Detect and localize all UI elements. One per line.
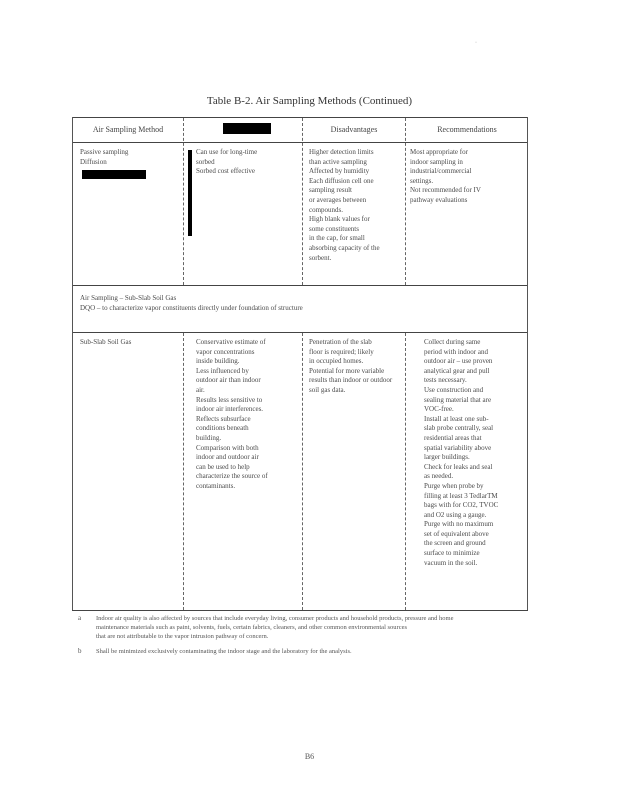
- redaction-bar-header: [223, 123, 271, 134]
- subslab-recommendation-line: residential areas that: [424, 433, 482, 442]
- passive-advantage-line: Can use for long-time: [196, 148, 258, 156]
- footnote-line: Shall be minimized exclusively contaminating the indoor stage and the laboratory for the analysis.: [96, 648, 352, 655]
- passive-disadvantage-line: Affected by humidity: [309, 167, 370, 176]
- subslab-advantage-line: vapor concentrations: [196, 347, 255, 356]
- subslab-method-line: Sub-Slab Soil Gas: [80, 338, 132, 346]
- redaction-bar-advantages: [188, 150, 192, 236]
- subslab-advantage-line: Results less sensitive to: [196, 395, 263, 404]
- subslab-recommendation-line: set of equivalent above: [424, 529, 489, 538]
- section-description: DQO – to characterize vapor constituents directly under foundation of structure: [80, 303, 303, 312]
- subslab-recommendation-line: the screen and ground: [424, 539, 486, 548]
- subslab-recommendation-line: as needed.: [424, 472, 454, 481]
- subslab-recommendation-line: Purge when probe by: [424, 481, 484, 490]
- passive-disadvantage-line: in the cap, for small: [309, 234, 365, 243]
- passive-disadvantage-line: Each diffusion cell one: [309, 176, 374, 185]
- passive-disadvantage-line: sampling result: [309, 186, 352, 195]
- subslab-disadvantage-line: soil gas data.: [309, 385, 346, 394]
- passive-recommendation-line: Most appropriate for: [410, 148, 468, 156]
- subslab-advantage-line: Less influenced by: [196, 366, 249, 375]
- subslab-recommendation-line: Install at least one sub-: [424, 414, 489, 423]
- passive-disadvantage-line: compounds.: [309, 205, 344, 214]
- section-title: Air Sampling – Sub-Slab Soil Gas: [80, 294, 177, 302]
- subslab-recommendation-line: outdoor air – use proven: [424, 357, 493, 366]
- subslab-recommendation-line: period with indoor and: [424, 347, 488, 356]
- table-bottom-rule: [72, 610, 528, 611]
- passive-method-line: Diffusion: [80, 157, 107, 166]
- subslab-advantage-line: contaminants.: [196, 481, 236, 490]
- subslab-advantage-line: can be used to help: [196, 462, 250, 471]
- passive-advantages-cell: [196, 148, 257, 177]
- subslab-recommendation-line: slab probe centrally, seal: [424, 424, 494, 433]
- passive-method-cell: [80, 148, 128, 167]
- subslab-recommendation-line: and O2 using a gauge.: [424, 510, 487, 519]
- passive-disadvantage-line: sorbent.: [309, 253, 332, 262]
- table-right-border: [527, 117, 528, 610]
- section-bottom-rule: [72, 332, 528, 333]
- passive-recommendation-line: Not recommended for IV: [410, 186, 481, 195]
- footnote-b: [96, 647, 352, 656]
- subslab-disadvantage-line: Penetration of the slab: [309, 338, 372, 346]
- row-passive-bottom-rule: [72, 285, 528, 286]
- subslab-recommendation-line: VOC-free.: [424, 405, 454, 414]
- passive-disadvantage-line: than active sampling: [309, 157, 367, 166]
- header-method: Air Sampling Method: [92, 125, 164, 134]
- subslab-advantage-line: indoor air interferences.: [196, 405, 264, 414]
- subslab-recommendation-line: filling at least 3 TedlarTM: [424, 491, 498, 500]
- subslab-recommendation-line: Purge with no maximum: [424, 520, 494, 529]
- subslab-advantage-line: Reflects subsurface: [196, 414, 251, 423]
- passive-disadvantage-line: Higher detection limits: [309, 148, 374, 156]
- subslab-advantages-cell: [196, 338, 268, 492]
- col-separator-1-bottom: [183, 333, 184, 610]
- subslab-disadvantage-line: results than indoor or outdoor: [309, 376, 393, 385]
- subslab-recommendation-line: Check for leaks and seal: [424, 462, 493, 471]
- page-number: B6: [304, 752, 315, 761]
- col-separator-2-bottom: [302, 333, 303, 610]
- redaction-bar-method: [82, 170, 146, 179]
- footnote-line: Indoor air quality is also affected by sources that include everyday living, consumer products and household products, pressure and home: [96, 615, 454, 622]
- passive-disadvantage-line: some constituents: [309, 224, 359, 233]
- header-disadvantages: Disadvantages: [330, 125, 378, 134]
- header-recommendations: Recommendations: [437, 125, 497, 134]
- subslab-advantage-line: inside building.: [196, 357, 240, 366]
- footnote-line: maintenance materials such as paint, solvents, fuels, certain fabrics, cleaners, and other common environmental sources: [96, 624, 407, 631]
- footnote-a: [96, 614, 453, 641]
- subslab-method-cell: [80, 338, 131, 348]
- subslab-recommendation-line: tests necessary.: [424, 376, 467, 385]
- subslab-disadvantage-line: floor is required; likely: [309, 347, 374, 356]
- passive-recommendation-line: indoor sampling in: [410, 157, 463, 166]
- scan-artifact: ·: [475, 40, 477, 46]
- subslab-advantage-line: Comparison with both: [196, 443, 259, 452]
- subslab-recommendation-line: larger buildings.: [424, 453, 470, 462]
- passive-recommendations-cell: [410, 148, 481, 206]
- passive-disadvantages-cell: [309, 148, 380, 263]
- col-separator-1-top: [183, 118, 184, 285]
- footnote-mark: b: [78, 647, 82, 655]
- subslab-disadvantages-cell: [309, 338, 392, 396]
- subslab-recommendation-line: Collect during same: [424, 338, 481, 346]
- subslab-disadvantage-line: Potential for more variable: [309, 366, 385, 375]
- subslab-disadvantage-line: in occupied homes.: [309, 357, 364, 366]
- passive-recommendation-line: settings.: [410, 176, 434, 185]
- subslab-recommendation-line: sealing material that are: [424, 395, 492, 404]
- passive-disadvantage-line: or averages between: [309, 195, 367, 204]
- col-separator-3-bottom: [405, 333, 406, 610]
- passive-method-line: Passive sampling: [80, 148, 129, 156]
- section-heading-cell: [80, 294, 303, 313]
- footnote-mark: a: [78, 614, 82, 622]
- table-title: Table B-2. Air Sampling Methods (Continued): [206, 95, 413, 107]
- subslab-advantage-line: indoor and outdoor air: [196, 453, 259, 462]
- subslab-recommendation-line: vacuum in the soil.: [424, 558, 478, 567]
- subslab-advantage-line: characterize the source of: [196, 472, 268, 481]
- subslab-advantage-line: conditions beneath: [196, 424, 249, 433]
- header-bottom-rule: [72, 142, 528, 143]
- col-separator-3-top: [405, 118, 406, 285]
- passive-disadvantage-line: absorbing capacity of the: [309, 243, 380, 252]
- table-top-rule: [72, 117, 528, 118]
- passive-advantage-line: sorbed: [196, 157, 215, 166]
- passive-advantage-line: Sorbed cost effective: [196, 167, 255, 176]
- subslab-recommendation-line: bags with for CO2, TVOC: [424, 501, 499, 510]
- col-separator-2-top: [302, 118, 303, 285]
- subslab-advantage-line: air.: [196, 385, 205, 394]
- subslab-advantage-line: building.: [196, 433, 222, 442]
- footnote-line: that are not attributable to the vapor intrusion pathway of concern.: [96, 633, 269, 640]
- subslab-recommendation-line: Use construction and: [424, 385, 484, 394]
- passive-recommendation-line: pathway evaluations: [410, 195, 468, 204]
- passive-recommendation-line: industrial/commercial: [410, 167, 472, 176]
- table-left-border: [72, 117, 73, 610]
- subslab-advantage-line: outdoor air than indoor: [196, 376, 261, 385]
- passive-disadvantage-line: High blank values for: [309, 215, 370, 224]
- subslab-recommendation-line: spatial variability above: [424, 443, 492, 452]
- subslab-recommendation-line: analytical gear and pull: [424, 366, 490, 375]
- subslab-advantage-line: Conservative estimate of: [196, 338, 266, 346]
- subslab-recommendation-line: surface to minimize: [424, 549, 480, 558]
- subslab-recommendations-cell: [424, 338, 498, 568]
